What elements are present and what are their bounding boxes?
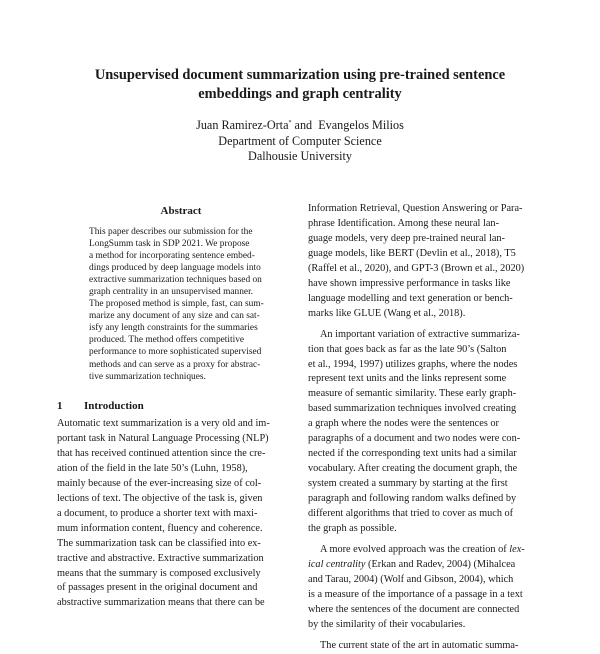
body-line: have shown impressive performance in tasks like [308,277,511,289]
body-line: the graph as possible. [308,523,397,535]
abstract-line: LongSumm task in SDP 2021. We propose [89,239,250,250]
body-line: lections of text. The objective of the task is, given [57,492,263,504]
body-line: measure of semantic similarity. These early graph- [308,388,517,400]
abstract-line: a method for incorporating sentence embed- [89,251,255,262]
body-line: paragraph and following random walks defined by [308,493,517,505]
text-run: (Erkan and Radev, 2004) (Mihalcea [365,558,516,570]
body-line: mainly because of the ever-increasing size of col- [57,477,262,489]
author-footnote-mark: * [288,119,292,126]
body-line: that has received continued attention since the cre- [57,447,266,459]
abstract-heading: Abstract [160,205,202,217]
body-line: language modelling and text generation or bench- [308,292,513,304]
body-line: is a measure of the importance of a passage in a text [308,588,523,600]
body-line: and Tarau, 2004) (Wolf and Gibson, 2004), which [308,573,514,585]
body-line: guage models, very deep pre-trained neural lan- [308,232,505,244]
italic-term: lex- [509,543,525,555]
paragraph-state-of-the-art [308,639,558,654]
body-line: by the similarity of their vocabularies. [308,618,466,630]
title-line: Unsupervised document summarization using pre-trained sentence [94,67,506,83]
paragraph-graph-summarization [308,328,558,343]
body-line: a graph where the nodes were the sentences or [308,418,499,430]
body-line: abstractive summarization means that there can be [57,597,265,609]
paragraph-graph-summarization-cont [308,343,558,537]
paper-title [60,66,540,104]
body-line: phrase Identification. Among these neural lan- [308,217,499,229]
abstract-line: dings produced by deep language models into [89,263,261,274]
body-line: guage models, like BERT (Devlin et al., 2018), T5 [308,247,516,259]
left-column-body [57,417,307,611]
right-column-body [308,202,558,654]
body-line [308,543,558,558]
body-line: An important variation of extractive summariza- [320,328,520,340]
body-line: Automatic text summarization is a very old and im- [57,418,270,429]
body-line: portant task in Natural Language Processing (NLP) [57,432,269,444]
body-line: based summarization techniques involved creating [308,403,517,415]
body-line: tractive and abstractive. Extractive summarization [57,552,264,564]
body-line: vocabulary. After creating the document graph, the [308,463,518,475]
section-number: 1 [57,400,63,412]
abstract-line: isfy any length constraints for the summaries [89,323,258,334]
section-title: Introduction [84,400,144,412]
body-line: system created a summary by starting at the first [308,478,508,490]
paragraph-information-retrieval [308,202,558,322]
body-line: mum information content, fluency and coherence. [57,522,263,534]
body-line: represent text units and the links represent some [308,373,507,385]
author-connector: and [294,118,313,132]
body-line: ation of the field in the late 50’s (Luhn, 1958), [57,462,248,474]
body-line: a document, to produce a shorter text with maxi- [57,507,258,519]
author-university: Dalhousie University [248,149,352,163]
abstract-line: performance to more sophisticated supervised [89,347,262,358]
body-line [308,558,558,573]
title-line: embeddings and graph centrality [198,86,402,102]
abstract-line: produced. The method offers competitive [89,335,245,346]
body-line: Information Retrieval, Question Answering or Para- [308,203,523,214]
body-line: The summarization task can be classified into ex- [57,537,261,549]
abstract-line: tive summarization techniques. [89,371,206,382]
abstract-line: This paper describes our submission for the [89,227,253,237]
section-heading-introduction [57,400,144,412]
abstract-line: graph centrality in an unsupervised manner. [89,287,254,298]
body-line: where the sentences of the document are connected [308,603,520,615]
body-line: means that the summary is composed exclusively [57,567,261,579]
body-line: different algorithms that tried to cover as much of [308,508,514,520]
body-line: tion that goes back as far as the late 90’s (Salton [308,343,507,355]
body-line: paragraphs of a document and two nodes were con- [308,433,521,445]
body-line: marks like GLUE (Wang et al., 2018). [308,307,466,319]
body-line: The current state of the art in automatic summa- [320,639,519,651]
author-department: Department of Computer Science [218,133,382,148]
author-name: Juan Ramirez-Orta [196,118,289,132]
italic-term: ical centrality [308,558,366,570]
body-line: et al., 1994, 1997) utilizes graphs, where the nodes [308,358,518,370]
author-block [100,118,500,165]
body-line: nected if the corresponding text units had a similar [308,448,517,460]
abstract-line: extractive summarization techniques based on [89,275,262,286]
author-name: Evangelos Milios [318,118,404,132]
abstract-line: The proposed method is simple, fast, can sum- [89,299,264,310]
body-line: of passages present in the original document and [57,582,258,594]
body-line: (Raffel et al., 2020), and GPT-3 (Brown et al., 2020) [308,262,525,274]
abstract-line: methods and can serve as a proxy for abstrac- [89,359,261,370]
text-run: A more evolved approach was the creation of [320,543,510,555]
paragraph-lexical-centrality [308,543,558,633]
author-names [100,118,500,134]
abstract-body [89,226,289,383]
abstract-line: marize any document of any size and can sat- [89,311,260,322]
